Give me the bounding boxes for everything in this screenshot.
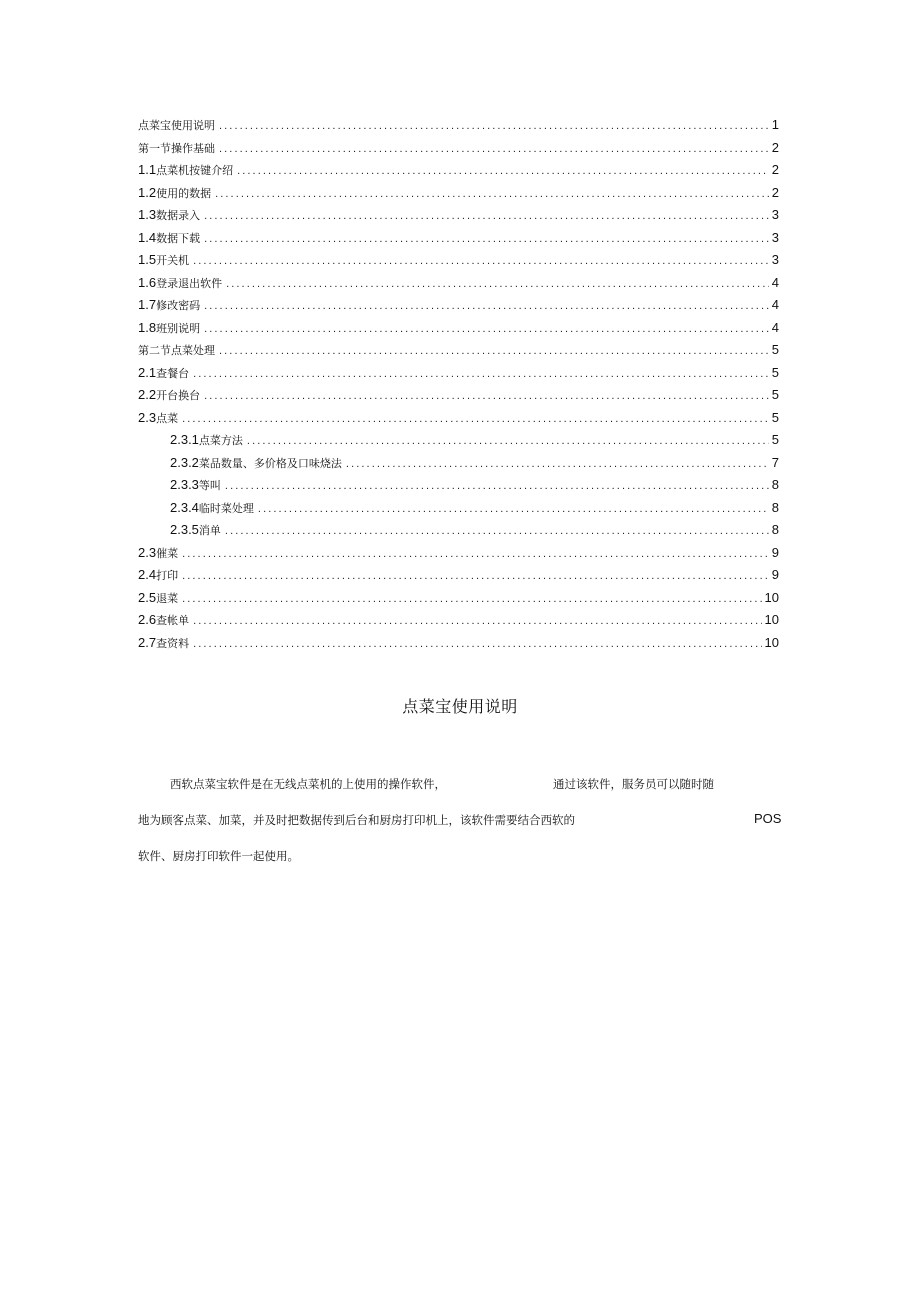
toc-entry-number: 2.3 xyxy=(138,544,157,560)
toc-dot-leader xyxy=(237,160,769,183)
toc-entry-number: 2.3.3 xyxy=(170,477,199,492)
toc-dot-leader xyxy=(204,205,769,228)
toc-entry-label: 催菜 xyxy=(156,546,179,560)
toc-entry[interactable] xyxy=(138,362,779,385)
toc-entry-label: 查帐单 xyxy=(156,614,190,627)
toc-entry-label: 使用的数据 xyxy=(156,186,212,200)
toc-entry[interactable] xyxy=(138,249,779,272)
toc-entry-number: 1.6 xyxy=(138,274,157,290)
toc-entry[interactable] xyxy=(138,609,779,632)
toc-entry-page-number: 5 xyxy=(771,342,779,357)
toc-entry-label: 查餐台 xyxy=(156,366,190,380)
toc-entry-page-number: 4 xyxy=(771,319,779,335)
toc-entry-label: 临时菜处理 xyxy=(198,501,254,515)
toc-entry[interactable] xyxy=(138,587,779,610)
toc-entry-label: 点菜宝使用说明 xyxy=(138,119,215,132)
toc-dot-leader xyxy=(193,250,769,273)
toc-entry-page-number: 3 xyxy=(771,252,779,267)
toc-dot-leader xyxy=(247,430,769,453)
toc-entry[interactable] xyxy=(138,159,779,182)
paragraph-line-2b: POS xyxy=(754,811,782,826)
toc-dot-leader xyxy=(182,565,769,588)
toc-dot-leader xyxy=(182,408,769,431)
document-title: 点菜宝使用说明 xyxy=(402,697,518,716)
toc-entry-page-number: 10 xyxy=(764,589,779,605)
toc-entry-label: 第一节操作基础 xyxy=(138,141,215,155)
toc-entry[interactable] xyxy=(138,114,779,137)
paragraph-line-3: 软件、厨房打印软件一起使用。 xyxy=(138,849,299,863)
toc-entry-number: 1.8 xyxy=(138,319,157,335)
toc-entry[interactable] xyxy=(138,317,779,340)
toc-entry-label: 点菜 xyxy=(156,411,179,425)
toc-entry-page-number: 9 xyxy=(771,567,779,582)
toc-entry-page-number: 8 xyxy=(771,477,779,492)
toc-dot-leader xyxy=(193,610,761,633)
toc-entry-label: 查资料 xyxy=(156,636,190,650)
toc-dot-leader xyxy=(219,115,769,138)
toc-dot-leader xyxy=(219,340,769,363)
toc-entry-number: 1.5 xyxy=(138,252,157,267)
toc-entry-page-number: 5 xyxy=(771,432,779,447)
toc-dot-leader xyxy=(225,475,769,498)
toc-entry-label: 开台换台 xyxy=(156,389,201,402)
toc-entry[interactable] xyxy=(138,227,779,250)
toc-entry[interactable] xyxy=(138,519,779,542)
toc-entry-page-number: 5 xyxy=(771,387,779,402)
toc-entry-number: 1.2 xyxy=(138,184,157,200)
toc-entry-number: 2.4 xyxy=(138,567,157,582)
toc-entry-page-number: 5 xyxy=(771,364,779,380)
paragraph-line-2a: 地为顾客点菜、加菜，并及时把数据传到后台和厨房打印机上，该软件需要结合西软的 xyxy=(138,813,575,827)
toc-entry-page-number: 9 xyxy=(771,544,779,560)
toc-entry-label: 打印 xyxy=(156,569,179,582)
toc-entry-number: 2.2 xyxy=(138,387,157,402)
toc-entry-page-number: 5 xyxy=(771,409,779,425)
toc-entry-label: 修改密码 xyxy=(156,299,201,312)
toc-entry-number: 1.1 xyxy=(138,162,157,177)
toc-entry-number: 2.3.5 xyxy=(170,522,199,537)
toc-entry[interactable] xyxy=(138,429,779,452)
toc-entry-number: 2.1 xyxy=(138,364,157,380)
toc-entry-label: 数据录入 xyxy=(156,209,201,222)
toc-entry[interactable] xyxy=(138,182,779,205)
toc-entry-number: 1.4 xyxy=(138,229,157,245)
toc-entry[interactable] xyxy=(138,137,779,160)
toc-entry-label: 等叫 xyxy=(198,479,221,492)
toc-entry-number: 2.5 xyxy=(138,589,157,605)
table-of-contents xyxy=(138,114,779,654)
toc-entry[interactable] xyxy=(138,452,779,475)
toc-entry-number: 2.3.4 xyxy=(170,499,199,515)
toc-entry-number: 2.7 xyxy=(138,634,157,650)
toc-entry-label: 数据下载 xyxy=(156,231,201,245)
toc-entry-label: 退菜 xyxy=(156,591,179,605)
toc-entry-label: 班别说明 xyxy=(156,321,201,335)
toc-entry[interactable] xyxy=(138,407,779,430)
toc-entry-page-number: 7 xyxy=(771,454,779,470)
toc-entry[interactable] xyxy=(138,474,779,497)
toc-entry-label: 点菜方法 xyxy=(198,434,243,447)
toc-dot-leader xyxy=(204,228,769,251)
toc-entry-number: 2.6 xyxy=(138,612,157,627)
toc-entry-page-number: 2 xyxy=(771,162,779,177)
toc-dot-leader xyxy=(193,633,761,656)
toc-entry-number: 2.3 xyxy=(138,409,157,425)
toc-entry-page-number: 4 xyxy=(771,274,779,290)
toc-dot-leader xyxy=(346,453,769,476)
paragraph-line-1b: 通过该软件，服务员可以随时随 xyxy=(553,777,714,791)
toc-entry-label: 消单 xyxy=(198,524,221,537)
toc-entry-page-number: 8 xyxy=(771,522,779,537)
toc-entry-label: 菜品数量、多价格及口味烧法 xyxy=(198,456,342,470)
toc-entry-number: 1.3 xyxy=(138,207,157,222)
toc-dot-leader xyxy=(225,520,769,543)
toc-entry-number: 1.7 xyxy=(138,297,157,312)
toc-entry[interactable] xyxy=(138,204,779,227)
toc-entry-number: 2.3.2 xyxy=(170,454,199,470)
toc-entry-page-number: 10 xyxy=(764,612,779,627)
toc-entry[interactable] xyxy=(138,272,779,295)
toc-entry-label: 开关机 xyxy=(156,254,190,267)
toc-entry-label: 点菜机按键介绍 xyxy=(156,164,234,177)
toc-dot-leader xyxy=(182,543,769,566)
toc-dot-leader xyxy=(204,385,769,408)
toc-entry-page-number: 4 xyxy=(771,297,779,312)
toc-entry-page-number: 2 xyxy=(771,139,779,155)
toc-dot-leader xyxy=(258,498,769,521)
toc-entry-page-number: 3 xyxy=(771,229,779,245)
toc-entry-page-number: 8 xyxy=(771,499,779,515)
toc-entry[interactable] xyxy=(138,542,779,565)
toc-entry[interactable] xyxy=(138,384,779,407)
toc-entry-page-number: 3 xyxy=(771,207,779,222)
toc-entry[interactable] xyxy=(138,339,779,362)
toc-entry[interactable] xyxy=(138,294,779,317)
toc-dot-leader xyxy=(204,318,769,341)
toc-dot-leader xyxy=(219,138,769,161)
toc-entry-page-number: 2 xyxy=(771,184,779,200)
toc-entry-page-number: 1 xyxy=(771,117,779,132)
toc-entry-page-number: 10 xyxy=(764,634,779,650)
toc-dot-leader xyxy=(182,588,761,611)
toc-dot-leader xyxy=(226,273,769,296)
toc-entry-number: 2.3.1 xyxy=(170,432,199,447)
paragraph-line-1a: 西软点菜宝软件是在无线点菜机的上使用的操作软件， xyxy=(170,777,446,791)
toc-entry-label: 第二节点菜处理 xyxy=(138,344,215,357)
toc-dot-leader xyxy=(215,183,769,206)
toc-entry[interactable] xyxy=(138,632,779,655)
toc-entry[interactable] xyxy=(138,564,779,587)
toc-entry-label: 登录退出软件 xyxy=(156,276,223,290)
toc-dot-leader xyxy=(193,363,769,386)
toc-entry[interactable] xyxy=(138,497,779,520)
toc-dot-leader xyxy=(204,295,769,318)
